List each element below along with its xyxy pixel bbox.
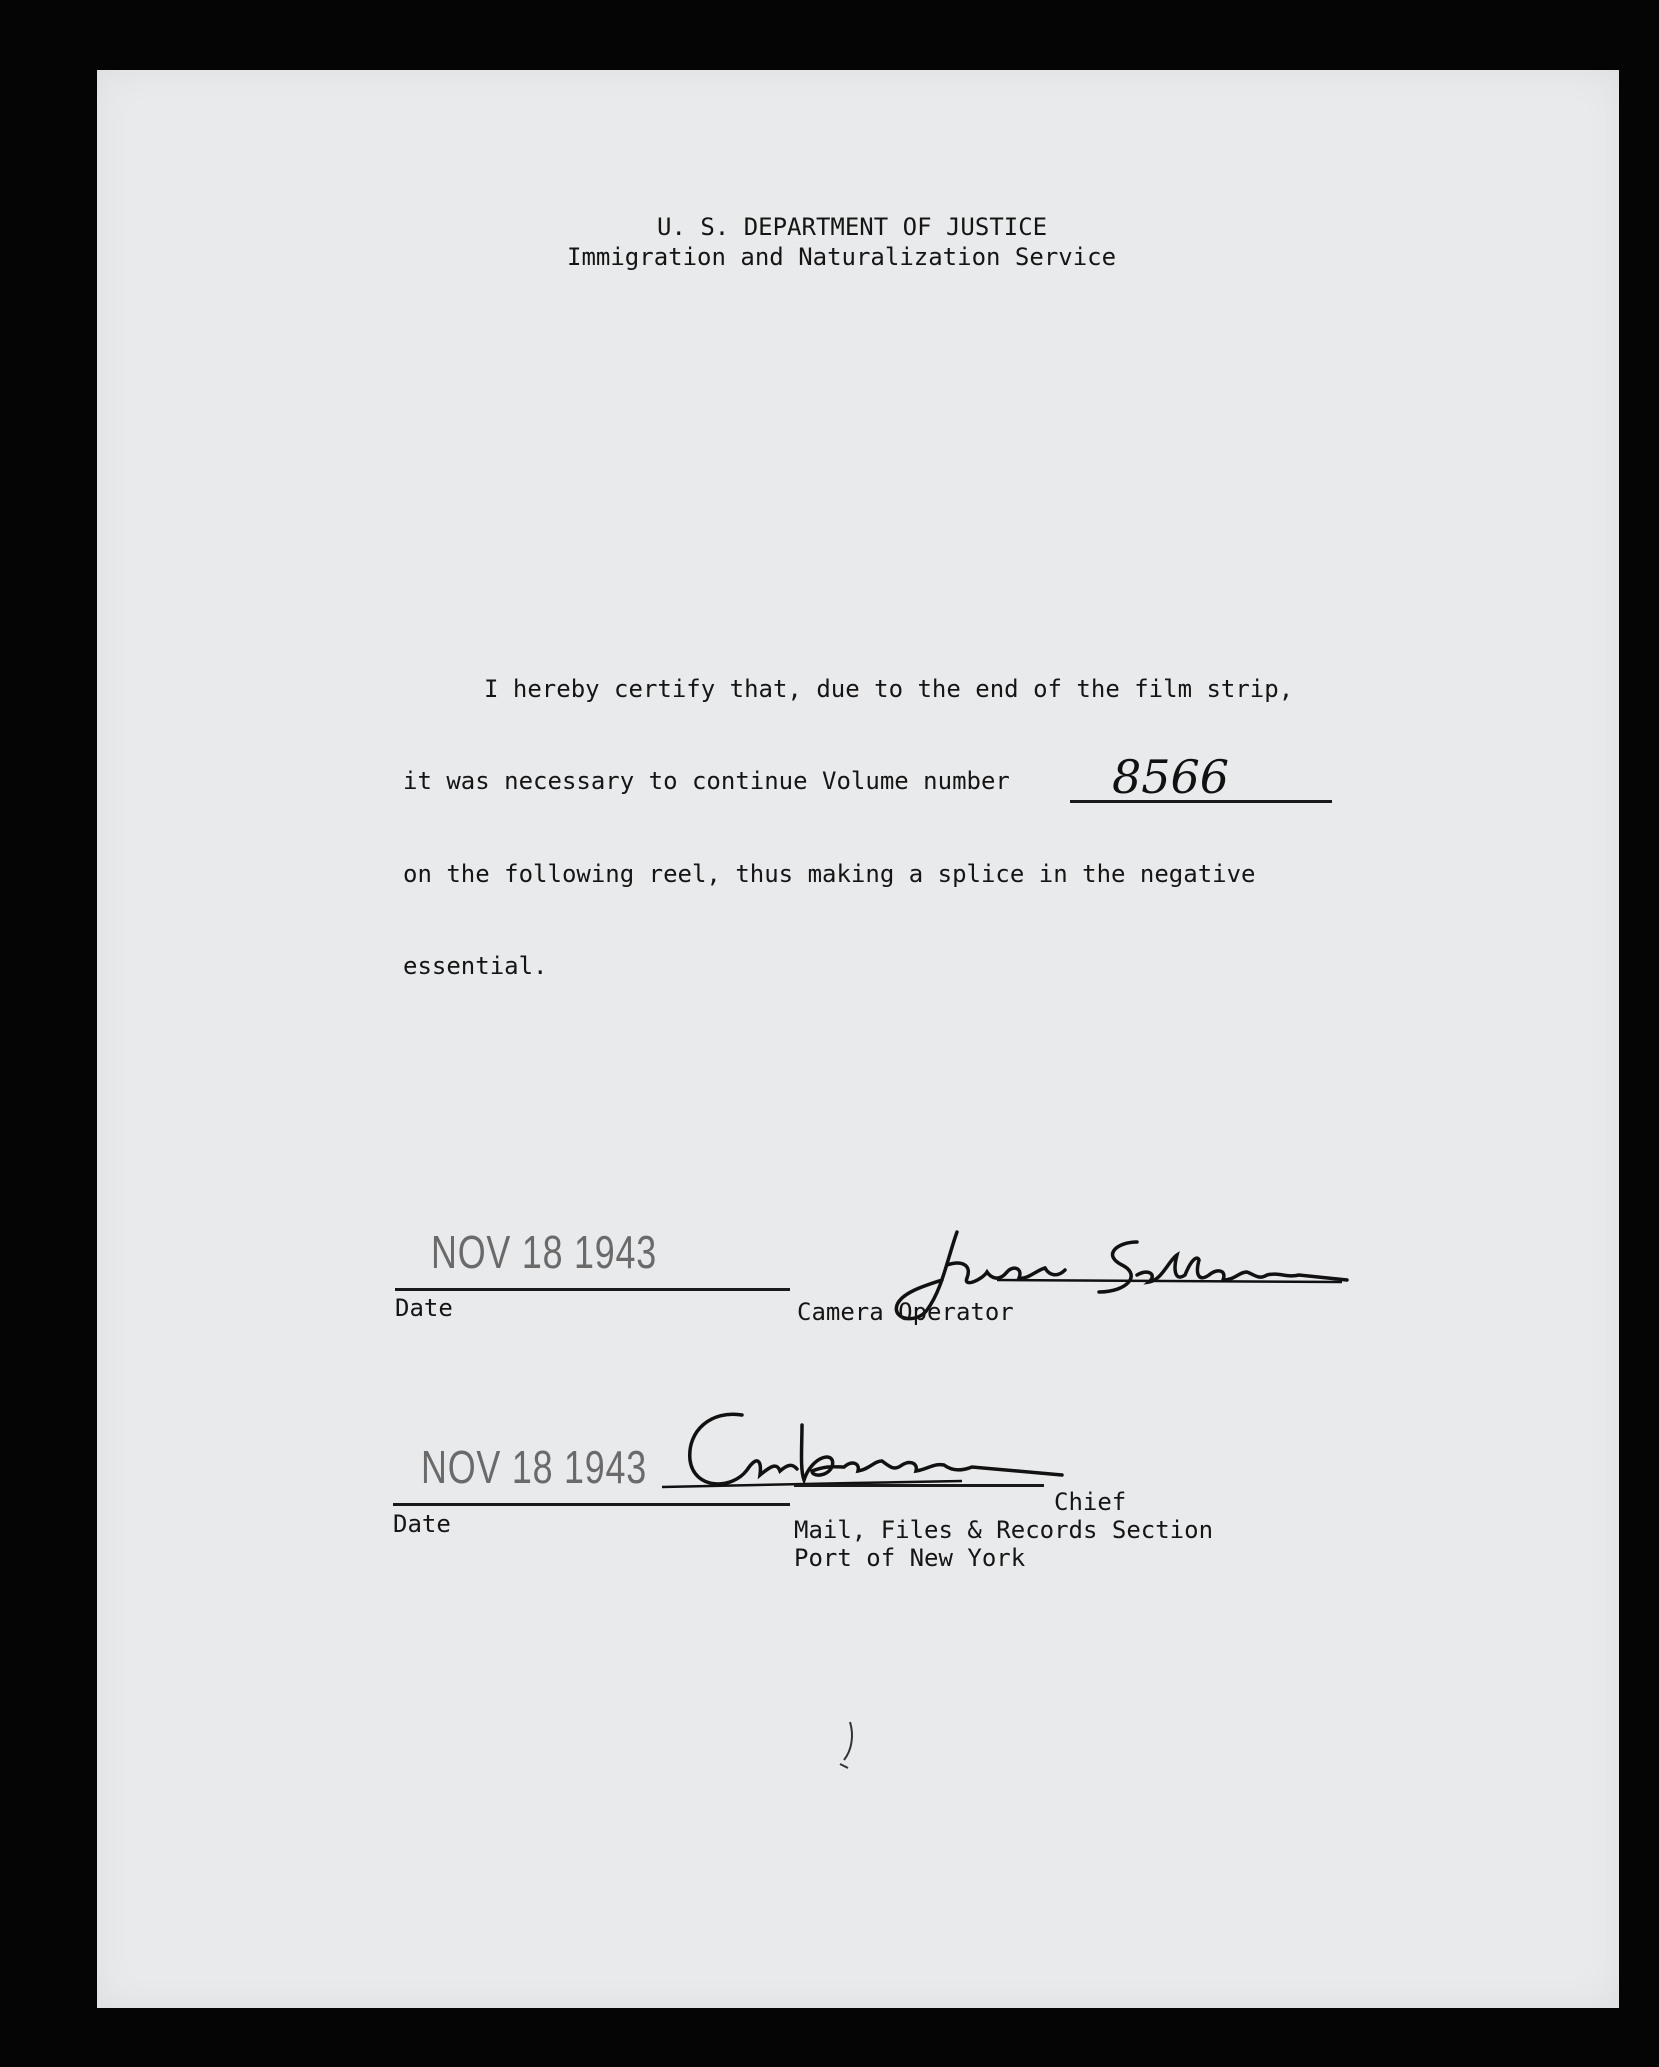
document-page xyxy=(97,70,1619,2008)
body-line-2-prefix: it was necessary to continue Volume number xyxy=(403,767,1010,795)
camera-operator-label: Camera Operator xyxy=(797,1298,1014,1326)
chief-title-line-3: Port of New York xyxy=(794,1544,1026,1572)
body-line-1: I hereby certify that, due to the end of the film strip, xyxy=(484,675,1294,703)
date-line-1 xyxy=(395,1288,790,1291)
chief-signature-line xyxy=(794,1484,1044,1487)
service-heading: Immigration and Naturalization Service xyxy=(567,243,1117,271)
date-stamp-1: NOV 18 1943 xyxy=(431,1226,658,1278)
chief-title: Chief xyxy=(1054,1488,1127,1516)
department-heading: U. S. DEPARTMENT OF JUSTICE xyxy=(657,213,1048,241)
body-line-4: essential. xyxy=(403,952,548,980)
chief-signature xyxy=(662,1405,1082,1515)
date-stamp-2: NOV 18 1943 xyxy=(421,1441,648,1493)
chief-title-line-2: Mail, Files & Records Section xyxy=(794,1516,1214,1544)
volume-number-handwritten: 8566 xyxy=(1112,750,1230,804)
body-line-3: on the following reel, thus making a splice in the negative xyxy=(403,860,1256,888)
stray-mark xyxy=(832,1720,862,1780)
date-label-2: Date xyxy=(393,1510,451,1538)
date-label-1: Date xyxy=(395,1294,453,1322)
